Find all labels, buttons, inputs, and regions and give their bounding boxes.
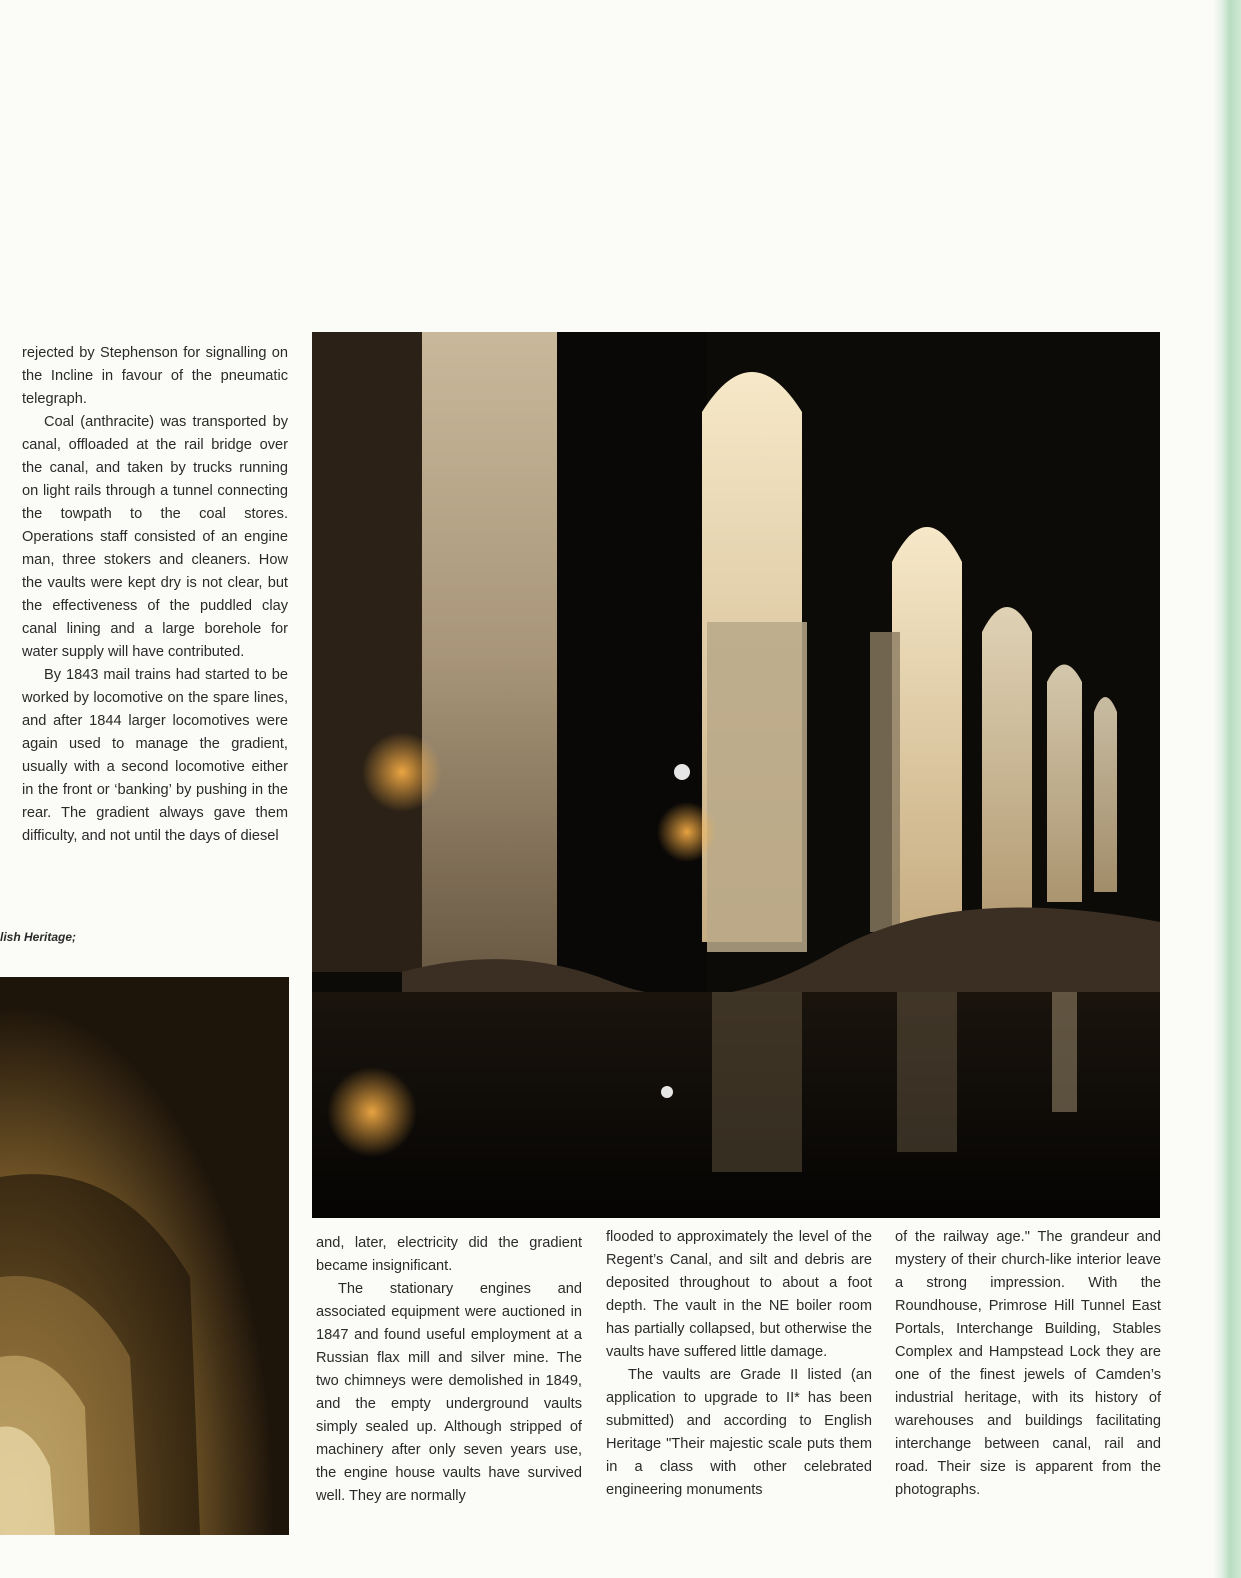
text-column-a: [316, 1232, 582, 1508]
vaults-photograph: [312, 332, 1160, 1218]
paragraph: By 1843 mail trains had started to be worked by locomotive on the spare lines, and after 1844 larger locomotives were again used to manage the gradient, usually with a second locomotive either in the front or ‘banking’ by pushing in the rear. The gradient always gave them difficulty, and not until the days of diesel: [22, 667, 288, 844]
vaults-photo-illustration: [312, 332, 1160, 1218]
text-column-b: [606, 1226, 872, 1502]
text-column-left: [22, 342, 288, 848]
paragraph: The vaults are Grade II listed (an application to upgrade to II* has been submitted) and according to English Heritage "Their majestic scale puts them in a class with other celebrated engineering monuments: [606, 1367, 872, 1498]
page-edge: [1213, 0, 1241, 1578]
paragraph: rejected by Stephenson for signalling on the Incline in favour of the pneumatic telegraph.: [22, 345, 288, 407]
paragraph: of the railway age." The grandeur and mystery of their church-like interior leave a strong impression. With the Roundhouse, Primrose Hill Tunnel East Portals, Interchange Building, Stables Complex and Hampstead Lock they are one of the finest jewels of Camden’s industrial heritage, with its history of warehouses and buildings facilitating interchange between canal, rail and road. Their size is apparent from the photographs.: [895, 1229, 1161, 1498]
tunnel-photo-illustration: [0, 977, 289, 1535]
paragraph: The stationary engines and associated equipment were auctioned in 1847 and found useful employment at a Russian flax mill and silver mine. The two chimneys were demolished in 1849, and the empty underground vaults simply sealed up. Although stripped of machinery after only seven years use, the engine house vaults have survived well. They are normally: [316, 1281, 582, 1504]
photo-caption-fragment: lish Heritage;: [0, 930, 77, 944]
paragraph: Coal (anthracite) was transported by canal, offloaded at the rail bridge over the canal, and taken by trucks running on light rails through a tunnel connecting the towpath to the coal stores. Operations staff consisted of an engine man, three stokers and cleaners. How the vaults were kept dry is not clear, but the effectiveness of the puddled clay canal lining and a large borehole for water supply will have contributed.: [22, 414, 288, 660]
paragraph: flooded to approximately the level of the Regent’s Canal, and silt and debris are deposited throughout to about a foot depth. The vault in the NE boiler room has partially collapsed, but otherwise the vaults have suffered little damage.: [606, 1229, 872, 1360]
tunnel-photograph: [0, 977, 289, 1535]
text-column-c: [895, 1226, 1161, 1502]
paragraph: and, later, electricity did the gradient became insignificant.: [316, 1235, 582, 1274]
